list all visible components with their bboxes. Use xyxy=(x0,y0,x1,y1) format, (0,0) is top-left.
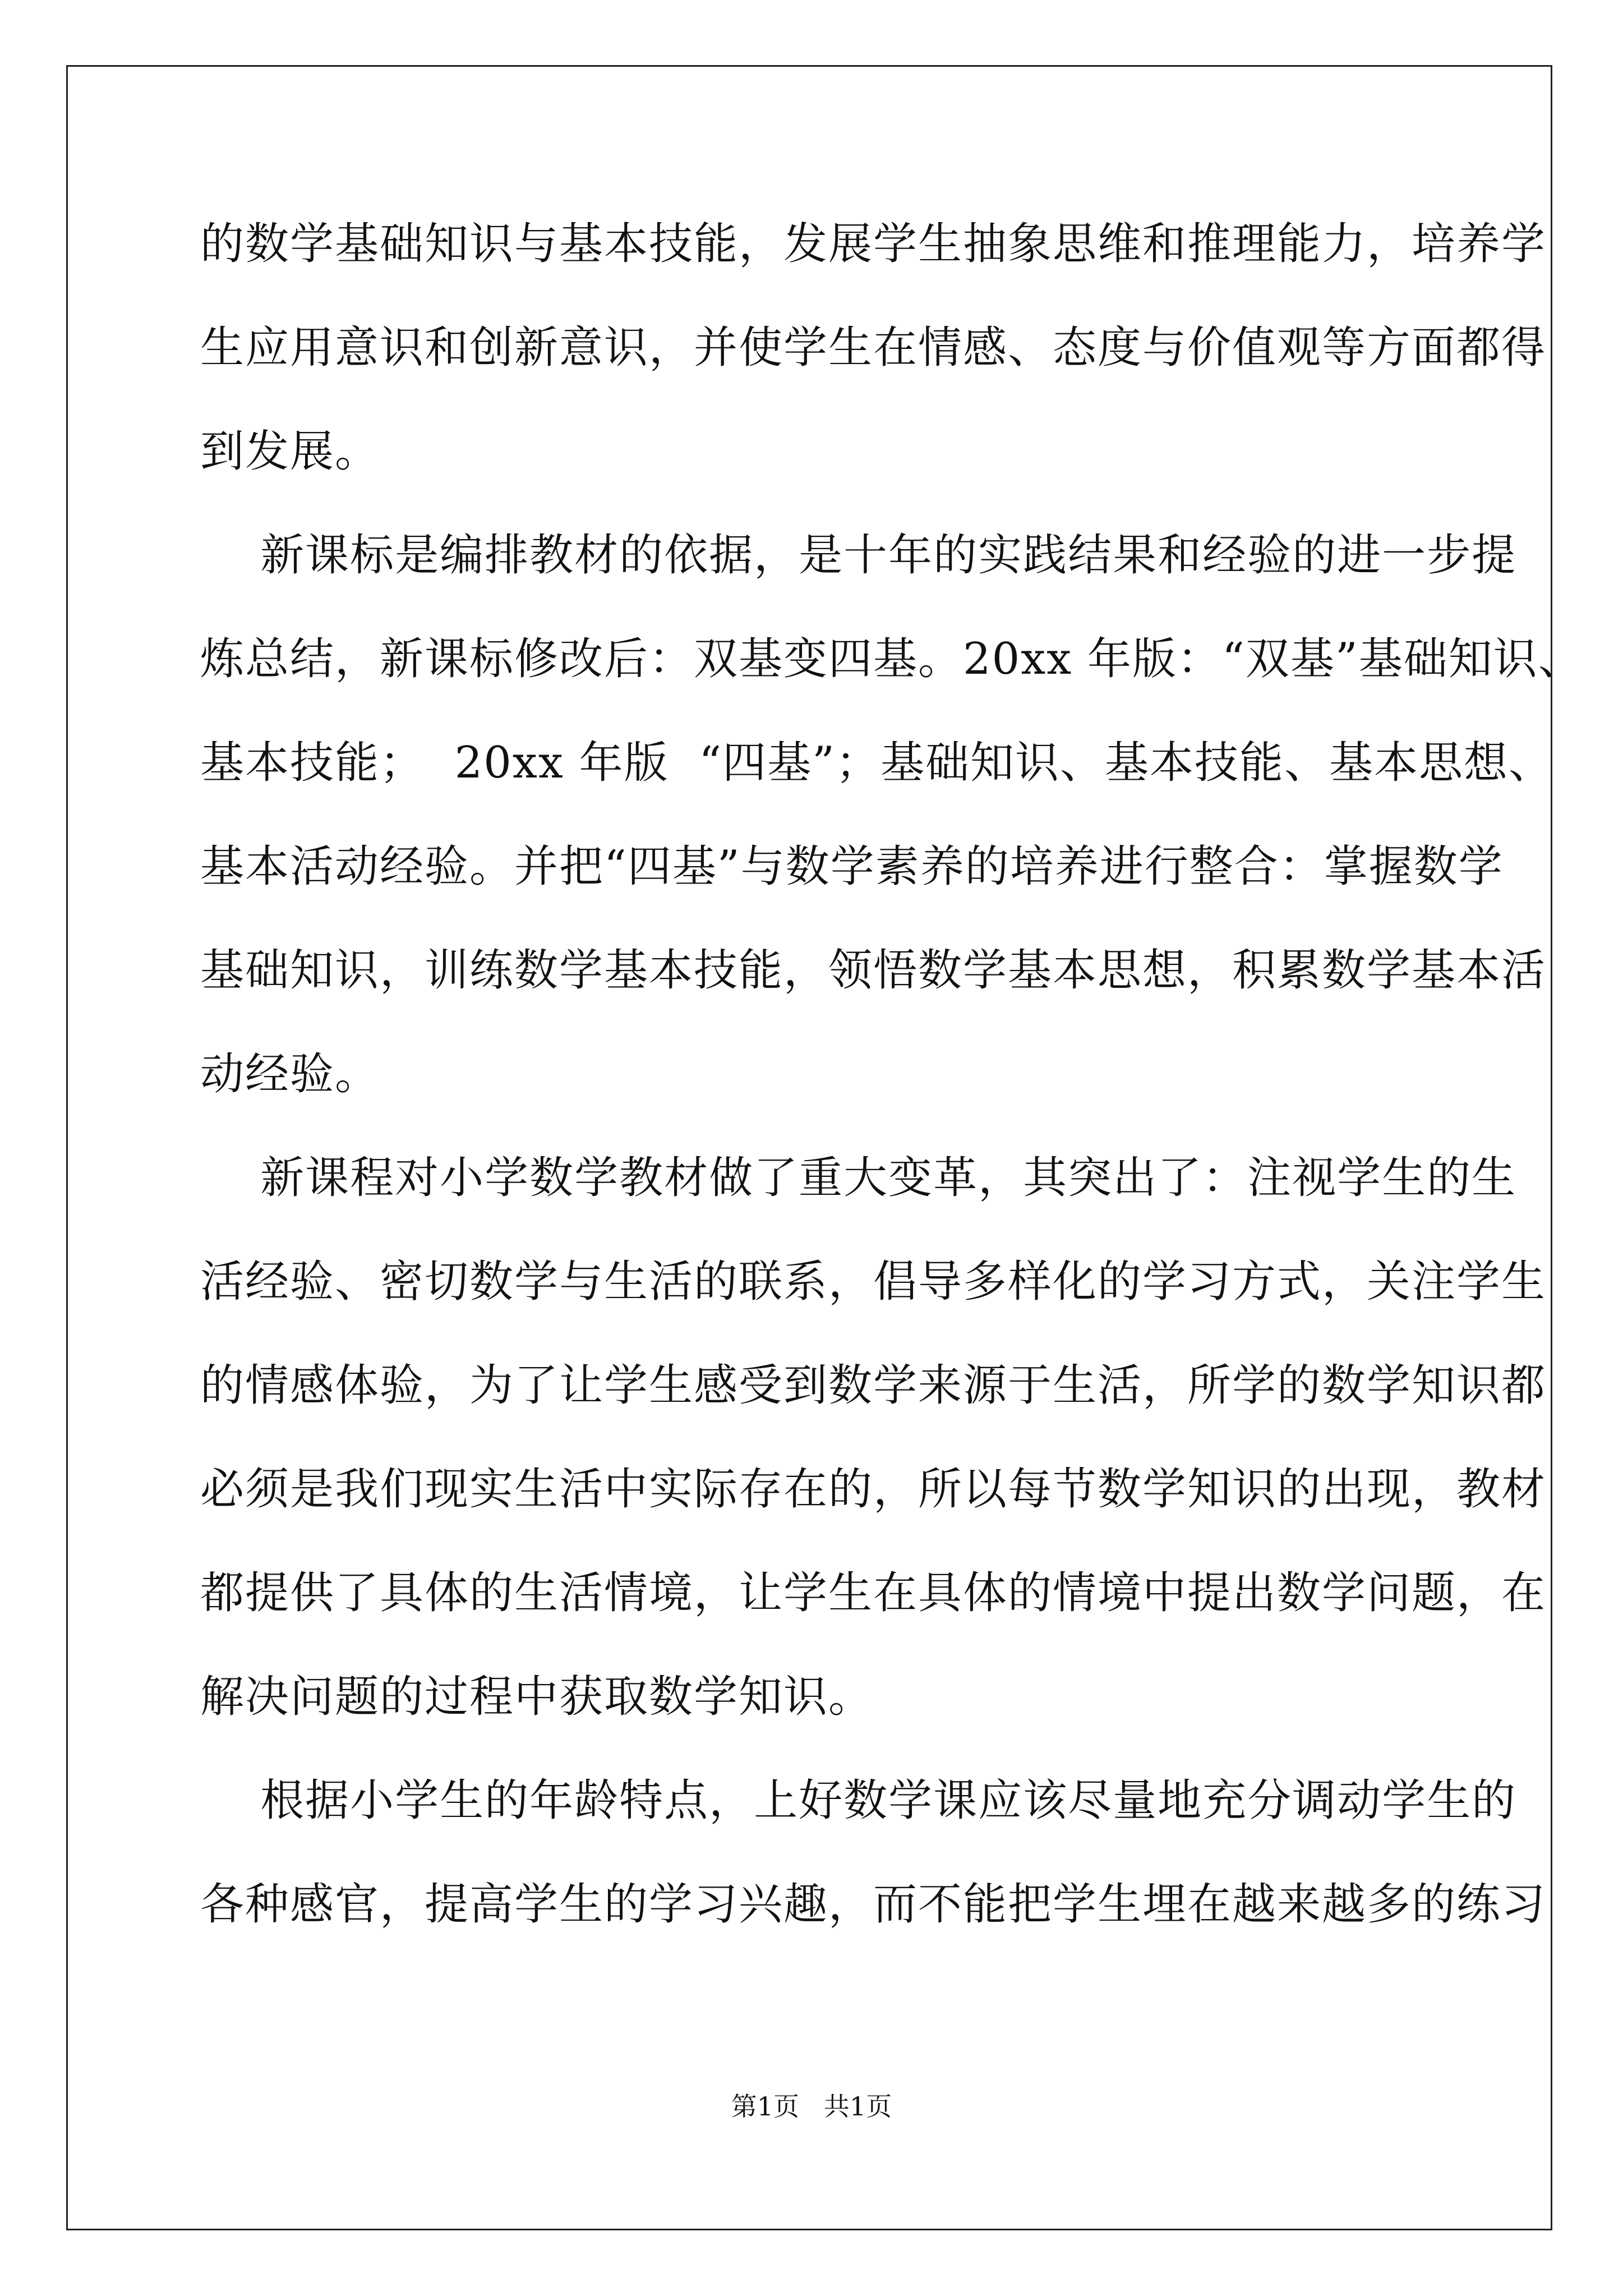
text-line: 的数学基础知识与基本技能，发展学生抽象思维和推理能力，培养学 xyxy=(200,219,1547,269)
text-line: 基本技能； 20xx 年版 “四基”；基础知识、基本技能、基本思想、 xyxy=(200,738,1553,788)
text-line: 生应用意识和创新意识，并使学生在情感、态度与价值观等方面都得 xyxy=(200,323,1547,373)
text-line: 基础知识，训练数学基本技能，领悟数学基本思想，积累数学基本活 xyxy=(200,945,1547,996)
text-line: 必须是我们现实生活中实际存在的，所以每节数学知识的出现，教材 xyxy=(200,1464,1547,1515)
text-line: 的情感体验，为了让学生感受到数学来源于生活，所学的数学知识都 xyxy=(200,1360,1547,1411)
text-line: 都提供了具体的生活情境，让学生在具体的情境中提出数学问题，在 xyxy=(200,1568,1547,1618)
text-line: 基本活动经验。并把“四基”与数学素养的培养进行整合：掌握数学 xyxy=(200,841,1504,892)
document-body xyxy=(200,219,1583,1983)
text-line: 各种感官，提高学生的学习兴趣，而不能把学生埋在越来越多的练习 xyxy=(200,1879,1547,1930)
text-line: 解决问题的过程中获取数学知识。 xyxy=(200,1672,874,1722)
text-line: 新课程对小学数学教材做了重大变革，其突出了：注视学生的生 xyxy=(200,1153,1517,1203)
text-line: 新课标是编排教材的依据，是十年的实践结果和经验的进一步提 xyxy=(200,530,1517,581)
page-footer: 第1页 共1页 xyxy=(731,2091,892,2122)
text-line: 到发展。 xyxy=(200,426,380,477)
text-line: 根据小学生的年龄特点，上好数学课应该尽量地充分调动学生的 xyxy=(200,1775,1517,1826)
text-line: 炼总结，新课标修改后：双基变四基。20xx 年版：“双基”基础知识、 xyxy=(200,634,1583,684)
text-line: 活经验、密切数学与生活的联系，倡导多样化的学习方式，关注学生 xyxy=(200,1257,1547,1307)
text-line: 动经验。 xyxy=(200,1049,380,1099)
